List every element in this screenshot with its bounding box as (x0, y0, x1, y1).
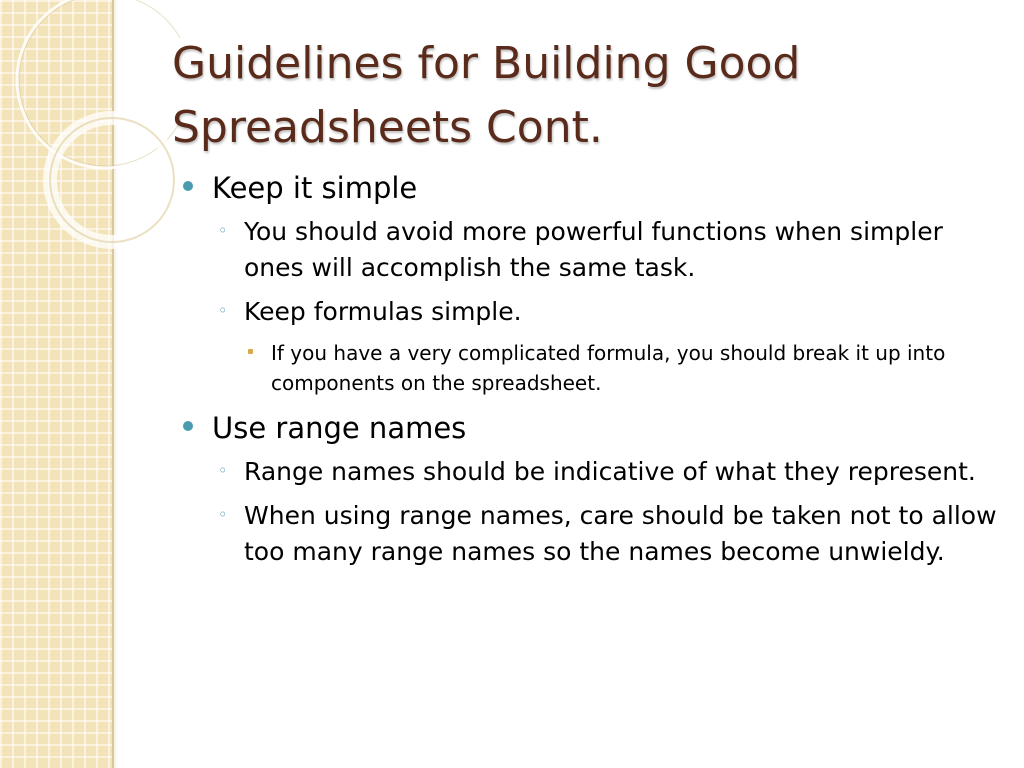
list-subitem (180, 498, 1000, 570)
list-subitem (180, 214, 1000, 286)
bullet-ring-icon: ◦ (218, 461, 228, 480)
list-subsubitem-text: If you have a very complicated formula, you should break it up into components on the spreadsheet. (271, 341, 946, 395)
bullet-ring-icon: ◦ (218, 301, 228, 320)
list-item (180, 168, 1000, 208)
decorative-circles-icon (0, 0, 180, 260)
list-subitem-text: Keep formulas simple. (244, 297, 522, 326)
list-subsubitem (180, 338, 1000, 398)
list-item (180, 408, 1000, 448)
list-subitem-text: When using range names, care should be taken not to allow too many range names so the names become unwieldy. (244, 501, 997, 566)
list-subitem-text: Range names should be indicative of what they represent. (244, 457, 976, 486)
bullet-square-icon (248, 349, 253, 354)
bullet-dot-icon (183, 181, 193, 191)
bullet-dot-icon (183, 421, 193, 431)
list-subitem-text: You should avoid more powerful functions when simpler ones will accomplish the same task. (244, 217, 943, 282)
bullet-ring-icon: ◦ (218, 221, 228, 240)
list-subitem (180, 294, 1000, 330)
list-item-text: Use range names (212, 411, 467, 445)
bullet-ring-icon: ◦ (218, 505, 228, 524)
slide-title: Guidelines for Building Good Spreadsheets Cont. (172, 38, 801, 153)
list-item-text: Keep it simple (212, 171, 418, 205)
slide-body (180, 168, 1000, 578)
list-subitem (180, 454, 1000, 490)
